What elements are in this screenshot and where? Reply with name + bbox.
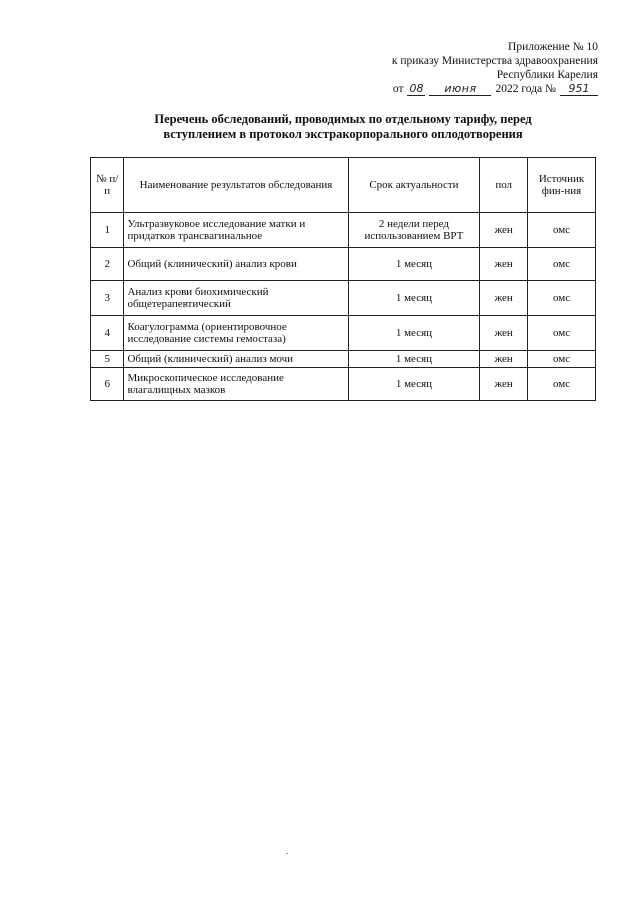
header-source: Источник фин-ния bbox=[528, 158, 596, 213]
cell-name: Ультразвуковое исследование матки и придатков трансвагинальное bbox=[124, 213, 348, 248]
cell-num: 5 bbox=[91, 351, 124, 368]
order-month-handwritten: июня bbox=[429, 83, 491, 96]
cell-term: 1 месяц bbox=[348, 248, 480, 281]
appendix-header bbox=[338, 40, 598, 96]
table-row bbox=[91, 316, 596, 351]
header-term: Срок актуальности bbox=[348, 158, 480, 213]
order-year-text: 2022 года № bbox=[495, 83, 556, 95]
table-row bbox=[91, 248, 596, 281]
appendix-title: Приложение № 10 bbox=[508, 41, 598, 53]
cell-name: Общий (клинический) анализ мочи bbox=[124, 351, 348, 368]
cell-source: омс bbox=[528, 281, 596, 316]
table-row bbox=[91, 351, 596, 368]
table-row bbox=[91, 213, 596, 248]
order-date-line bbox=[338, 82, 598, 96]
cell-term: 1 месяц bbox=[348, 368, 480, 401]
cell-source: омс bbox=[528, 248, 596, 281]
cell-num: 6 bbox=[91, 368, 124, 401]
header-sex: пол bbox=[480, 158, 528, 213]
cell-term: 1 месяц bbox=[348, 316, 480, 351]
cell-name: Общий (клинический) анализ крови bbox=[124, 248, 348, 281]
order-prefix: от bbox=[392, 83, 404, 95]
cell-sex: жен bbox=[480, 281, 528, 316]
republic-name: Республики Карелия bbox=[496, 69, 598, 81]
cell-num: 1 bbox=[91, 213, 124, 248]
cell-num: 4 bbox=[91, 316, 124, 351]
document-title-line-2: вступлением в протокол экстракорпорального оплодотворения bbox=[163, 127, 523, 141]
cell-sex: жен bbox=[480, 368, 528, 401]
cell-term: 1 месяц bbox=[348, 281, 480, 316]
order-day-handwritten: 08 bbox=[409, 82, 424, 95]
cell-name: Микроскопическое исследование влагалищных мазков bbox=[124, 368, 348, 401]
cell-source: омс bbox=[528, 213, 596, 248]
cell-name: Анализ крови биохимический общетерапевтический bbox=[124, 281, 348, 316]
table-row bbox=[91, 281, 596, 316]
order-number-handwritten: 951 bbox=[560, 83, 598, 96]
order-reference: к приказу Министерства здравоохранения bbox=[391, 55, 598, 67]
cell-num: 3 bbox=[91, 281, 124, 316]
cell-source: омс bbox=[528, 368, 596, 401]
header-num: № п/п bbox=[91, 158, 124, 213]
document-title bbox=[90, 112, 596, 142]
examinations-table bbox=[90, 157, 596, 401]
cell-num: 2 bbox=[91, 248, 124, 281]
cell-source: омс bbox=[528, 316, 596, 351]
cell-sex: жен bbox=[480, 213, 528, 248]
cell-source: омс bbox=[528, 351, 596, 368]
cell-term: 2 недели перед использованием ВРТ bbox=[348, 213, 480, 248]
cell-term: 1 месяц bbox=[348, 351, 480, 368]
table-header-row bbox=[91, 158, 596, 213]
scan-speck bbox=[286, 853, 288, 854]
cell-sex: жен bbox=[480, 316, 528, 351]
document-title-line-1: Перечень обследований, проводимых по отдельному тарифу, перед bbox=[154, 112, 532, 126]
cell-sex: жен bbox=[480, 248, 528, 281]
table-row bbox=[91, 368, 596, 401]
cell-sex: жен bbox=[480, 351, 528, 368]
header-name: Наименование результатов обследования bbox=[124, 158, 348, 213]
cell-name: Коагулограмма (ориентировочное исследование системы гемостаза) bbox=[124, 316, 348, 351]
